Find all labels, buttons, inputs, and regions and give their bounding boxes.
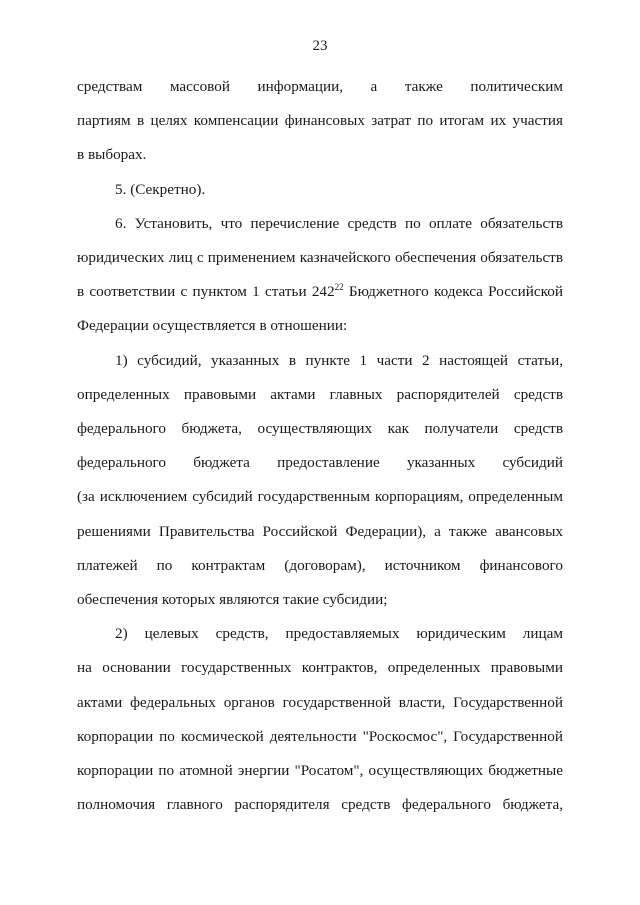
text-line: федерального бюджета, осуществляющих как получатели средств: [77, 420, 563, 438]
text-line: средствам массовой информации, а также политическим: [77, 78, 563, 95]
text-line: на основании государственных контрактов, определенных правовыми: [77, 659, 563, 677]
text-segment: в соответствии с пунктом 1 статьи 242: [77, 283, 335, 301]
text-line: полномочия главного распорядителя средств федерального бюджета,: [77, 796, 563, 814]
text-line: 2) целевых средств, предоставляемых юридическим лицам: [115, 625, 563, 643]
text-line: 5. (Секретно).: [115, 180, 206, 198]
text-line: (за исключением субсидий государственным корпорациям, определенным: [77, 488, 563, 506]
text-line: корпорации по атомной энергии "Росатом", осуществляющих бюджетные: [77, 762, 563, 780]
text-line: решениями Правительства Российской Федерации), а также авансовых: [77, 522, 563, 540]
text-segment: Бюджетного кодекса Российской: [343, 283, 563, 301]
document-body: [77, 70, 563, 822]
text-line: платежей по контрактам (договорам), источником финансового: [77, 556, 563, 574]
text-line: 1) субсидий, указанных в пункте 1 части 2 настоящей статьи,: [115, 351, 563, 369]
text-line: в выборах.: [77, 146, 147, 164]
text-line: обеспечения которых являются такие субсидии;: [77, 591, 388, 609]
page-number: 23: [312, 38, 328, 54]
text-line: Федерации осуществляется в отношении:: [77, 317, 348, 335]
text-line: определенных правовыми актами главных распорядителей средств: [77, 385, 563, 403]
text-line: партиям в целях компенсации финансовых затрат по итогам их участия: [77, 112, 563, 130]
text-line: юридических лиц с применением казначейского обеспечения обязательств: [77, 249, 563, 267]
text-line: федерального бюджета предоставление указанных субсидий: [77, 454, 563, 472]
text-line: корпорации по космической деятельности "Роскосмос", Государственной: [77, 727, 563, 745]
text-line: актами федеральных органов государственной власти, Государственной: [77, 693, 563, 711]
text-line: 6. Установить, что перечисление средств по оплате обязательств: [115, 214, 563, 232]
text-line-with-superscript: [77, 275, 563, 309]
superscript: 22: [334, 282, 344, 293]
